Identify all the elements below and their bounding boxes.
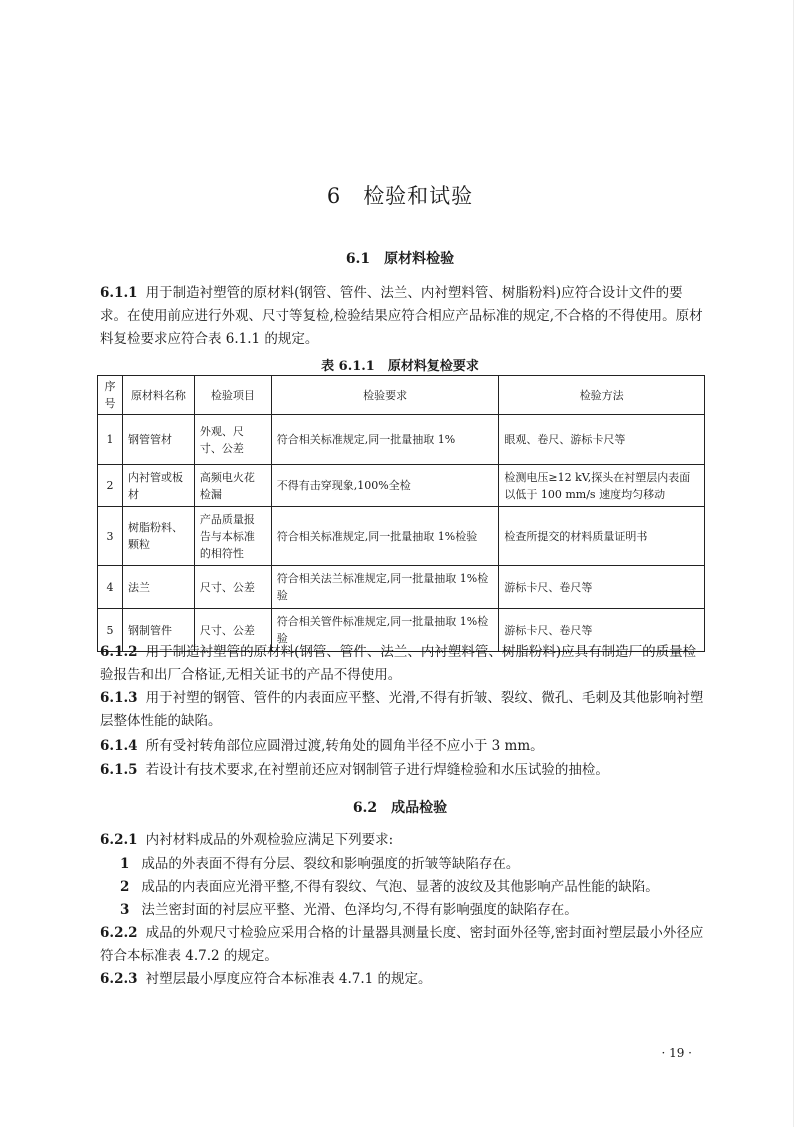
header-cell: 检验方法: [499, 376, 705, 415]
table-row: [98, 507, 705, 566]
table-header-row: [98, 376, 705, 415]
table-cell: 尺寸、公差: [194, 609, 271, 652]
table-cell: 产品质量报告与本标准的相符性: [194, 507, 271, 566]
clause-text: 用于衬塑的钢管、管件的内表面应平整、光滑,不得有折皱、裂纹、微孔、毛刺及其他影响衬塑层整体性能的缺陷。: [100, 690, 704, 729]
table-cell: 眼观、卷尺、游标卡尺等: [499, 415, 705, 465]
table-cell: 内衬管或板材: [122, 465, 194, 507]
clause-6-2-2: [100, 922, 704, 968]
table-cell: 法兰: [122, 566, 194, 609]
table-cell: 尺寸、公差: [194, 566, 271, 609]
table-row: [98, 465, 705, 507]
clause-text: 用于制造衬塑管的原材料(钢管、管件、法兰、内衬塑料管、树脂粉料)应具有制造厂的质量检验报告和出厂合格证,无相关证书的产品不得使用。: [100, 644, 697, 683]
item-text: 成品的外表面不得有分层、裂纹和影响强度的折皱等缺陷存在。: [141, 856, 520, 872]
table-cell: 5: [98, 609, 123, 652]
clause-number: 6.2.3: [100, 971, 138, 987]
clause-6-1-4: [100, 735, 704, 758]
table-row: [98, 415, 705, 465]
page-number: · 19 ·: [661, 1046, 692, 1060]
table-cell: 检测电压≥12 kV,探头在衬塑层内表面以低于 100 mm/s 速度均匀移动: [499, 465, 705, 507]
clause-6-1-2: [100, 641, 704, 687]
table-cell: 3: [98, 507, 123, 566]
table-row: [98, 566, 705, 609]
clause-number: 6.1.4: [100, 738, 138, 754]
clause-text: 用于制造衬塑管的原材料(钢管、管件、法兰、内衬塑料管、树脂粉料)应符合设计文件的要求。在使用前应进行外观、尺寸等复检,检验结果应符合相应产品标准的规定,不合格的不得使用。原材料复检要求应符合表 6.1.1 的规定。: [100, 285, 703, 347]
table-cell: 钢制管件: [122, 609, 194, 652]
header-cell: 检验要求: [271, 376, 499, 415]
table-cell: 符合相关标准规定,同一批量抽取 1%检验: [271, 507, 499, 566]
table-cell: 4: [98, 566, 123, 609]
table-cell: 游标卡尺、卷尺等: [499, 566, 705, 609]
table-cell: 树脂粉料、颗粒: [122, 507, 194, 566]
header-cell: 原材料名称: [122, 376, 194, 415]
clause-number: 6.2.2: [100, 925, 138, 941]
table-cell: 检查所提交的材料质量证明书: [499, 507, 705, 566]
clause-text: 衬塑层最小厚度应符合本标准表 4.7.1 的规定。: [145, 971, 432, 987]
table-cell: 2: [98, 465, 123, 507]
item-number: 2: [120, 879, 130, 895]
clause-6-1-1: [100, 282, 704, 351]
clause-text: 若设计有技术要求,在衬塑前还应对钢制管子进行焊缝检验和水压试验的抽检。: [145, 762, 609, 778]
item-number: 1: [120, 856, 130, 872]
clause-number: 6.1.5: [100, 762, 138, 778]
item-text: 法兰密封面的衬层应平整、光滑、色泽均匀,不得有影响强度的缺陷存在。: [141, 902, 578, 918]
clause-number: 6.1.1: [100, 285, 138, 301]
table-cell: 游标卡尺、卷尺等: [499, 609, 705, 652]
list-item: [120, 876, 704, 899]
clause-number: 6.1.2: [100, 644, 138, 660]
section-6-2-heading: 6.2 成品检验: [352, 800, 448, 816]
clause-number: 6.1.3: [100, 690, 138, 706]
item-number: 3: [120, 902, 130, 918]
list-item: [120, 853, 704, 876]
scan-edge-line: [793, 0, 794, 1127]
table-cell: 外观、尺寸、公差: [194, 415, 271, 465]
clause-text: 所有受衬转角部位应圆滑过渡,转角处的圆角半径不应小于 3 mm。: [145, 738, 544, 754]
raw-material-inspection-table: [97, 375, 705, 652]
clause-text: 成品的外观尺寸检验应采用合格的计量器具测量长度、密封面外径等,密封面衬塑层最小外径应符合本标准表 4.7.2 的规定。: [100, 925, 704, 964]
table-cell: 不得有击穿现象,100%全检: [271, 465, 499, 507]
section-6-1-heading: 6.1 原材料检验: [345, 251, 455, 267]
table-cell: 1: [98, 415, 123, 465]
table-caption: 表 6.1.1 原材料复检要求: [321, 359, 479, 374]
clause-6-1-5: [100, 759, 704, 782]
list-item: [120, 899, 704, 922]
clause-6-1-3: [100, 687, 704, 733]
clause-text: 内衬材料成品的外观检验应满足下列要求:: [145, 832, 394, 848]
table-cell: 符合相关管件标准规定,同一批量抽取 1%检验: [271, 609, 499, 652]
table-cell: 钢管管材: [122, 415, 194, 465]
header-cell: 检验项目: [194, 376, 271, 415]
table-cell: 高频电火花检漏: [194, 465, 271, 507]
item-text: 成品的内表面应光滑平整,不得有裂纹、气泡、显著的波纹及其他影响产品性能的缺陷。: [141, 879, 659, 895]
header-cell: 序号: [98, 376, 123, 415]
table-cell: 符合相关标准规定,同一批量抽取 1%: [271, 415, 499, 465]
chapter-title: 6 检验和试验: [326, 184, 474, 208]
clause-6-2-1: [100, 829, 704, 852]
clause-6-2-3: [100, 968, 704, 991]
clause-number: 6.2.1: [100, 832, 138, 848]
table-cell: 符合相关法兰标准规定,同一批量抽取 1%检验: [271, 566, 499, 609]
